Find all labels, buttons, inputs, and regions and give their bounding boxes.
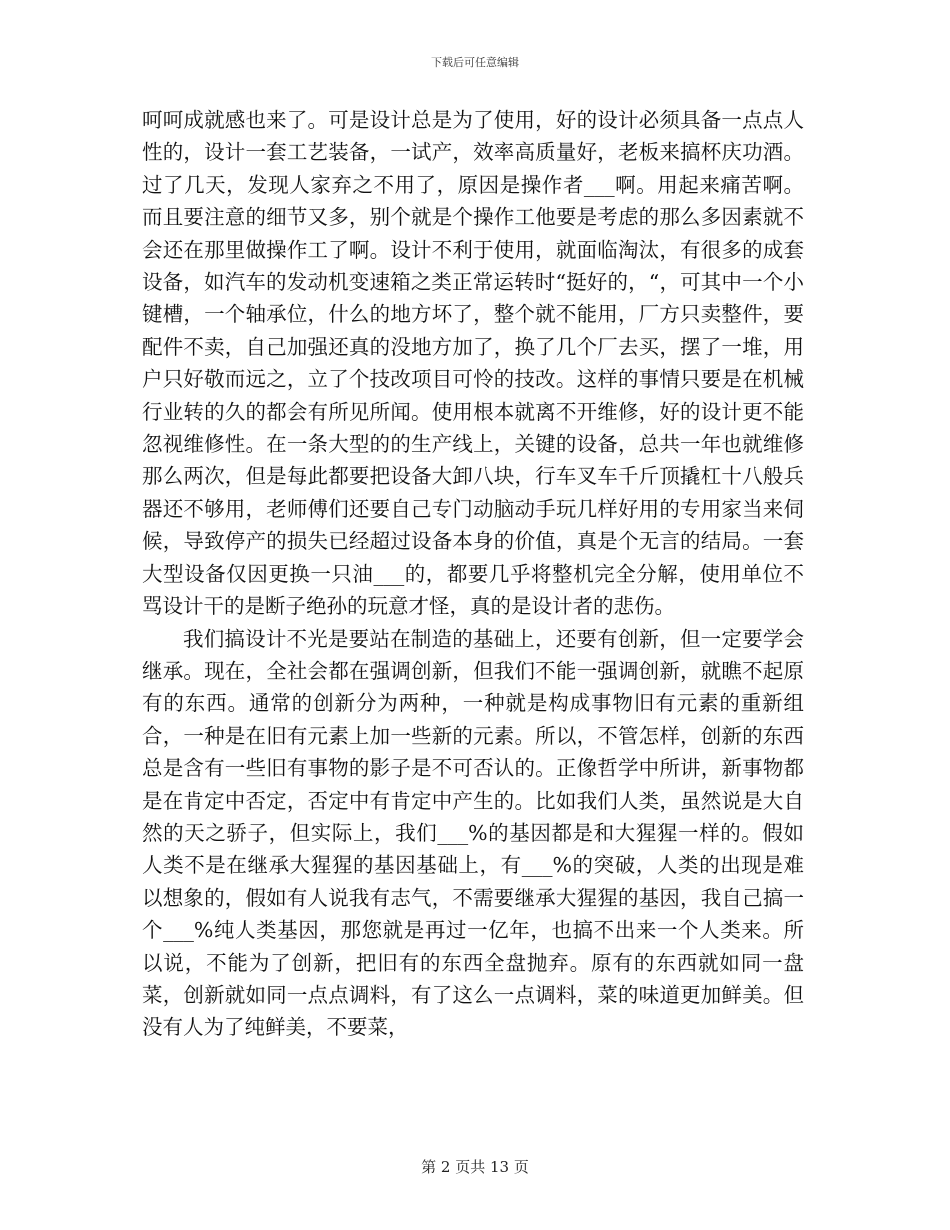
page-header: 下载后可任意编辑	[431, 56, 519, 69]
paragraph-1: 呵呵成就感也来了。可是设计总是为了使用，好的设计必须具备一点点人性的，设计一套工艺装备，一试产，效率高质量好，老板来搞杯庆功酒。过了几天，发现人家弃之不用了，原因是操作者___啊。用起来痛苦啊。而且要注意的细节又多，别个就是个操作工他要是考虑的那么多因素就不会还在那里做操作工了啊。设计不利于使用，就面临淘汰，有很多的成套设备，如汽车的发动机变速箱之类正常运转时“挺好的，“，可其中一个小键槽，一个轴承位，什么的地方坏了，整个就不能用，厂方只卖整件，要配件不卖，自己加强还真的没地方加了，换了几个厂去买，摆了一堆，用户只好敬而远之，立了个技改项目可怜的技改。这样的事情只要是在机械行业转的久的都会有所见所闻。使用根本就离不开维修，好的设计更不能忽视维修性。在一条大型的的生产线上，关键的设备，总共一年也就维修那么两次，但是每此都要把设备大卸八块，行车叉车千斤顶撬杠十八般兵器还不够用，老师傅们还要自己专门动脑动手玩几样好用的专用家当来伺候，导致停产的损失已经超过设备本身的价值，真是个无言的结局。一套大型设备仅因更换一只油___的，都要几乎将整机完全分解，使用单位不骂设计干的是断子绝孙的玩意才怪，真的是设计者的悲伤。	[142, 108, 804, 619]
document-body	[142, 104, 804, 1044]
page-footer: 第 2 页共 13 页	[421, 1158, 529, 1176]
paragraph-2: 我们搞设计不光是要站在制造的基础上，还要有创新，但一定要学会继承。现在，全社会都在强调创新，但我们不能一强调创新，就瞧不起原有的东西。通常的创新分为两种，一种就是构成事物旧有元素的重新组合，一种是在旧有元素上加一些新的元素。所以，不管怎样，创新的东西总是含有一些旧有事物的影子是不可否认的。正像哲学中所讲，新事物都是在肯定中否定，否定中有肯定中产生的。比如我们人类，虽然说是大自然的天之骄子，但实际上，我们___%的基因都是和大猩猩一样的。假如人类不是在继承大猩猩的基因基础上，有___%的突破，人类的出现是难以想象的，假如有人说我有志气，不需要继承大猩猩的基因，我自己搞一个___%纯人类基因，那您就是再过一亿年，也搞不出来一个人类来。所以说，不能为了创新，把旧有的东西全盘抛弃。原有的东西就如同一盘菜，创新就如同一点点调料，有了这么一点调料，菜的味道更加鲜美。但没有人为了纯鲜美，不要菜，	[142, 626, 804, 1040]
